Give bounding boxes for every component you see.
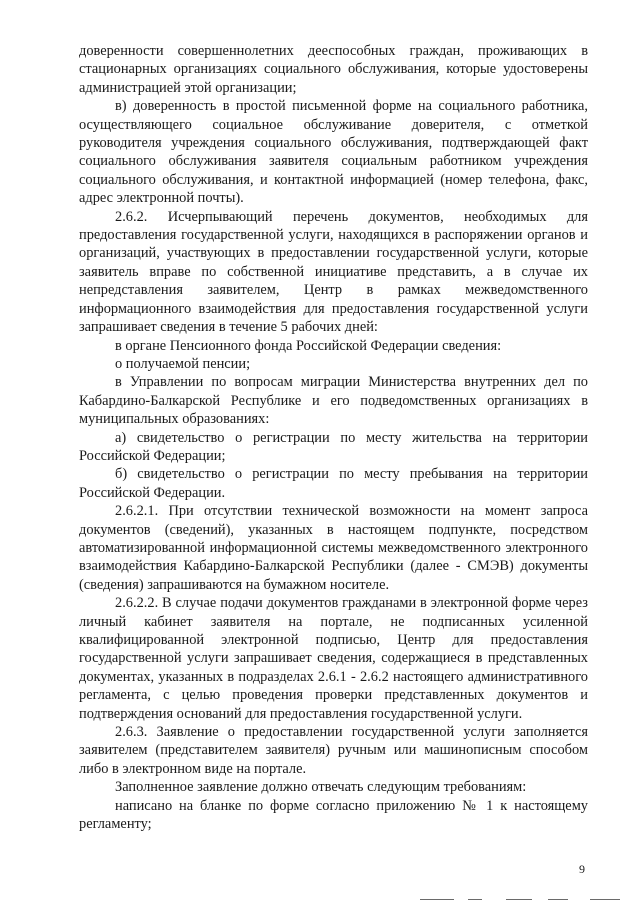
scan-edge-marks xyxy=(420,899,630,902)
document-body xyxy=(79,42,588,833)
paragraph-pension: о получаемой пенсии; xyxy=(115,355,251,372)
paragraph-continuation: доверенности совершеннолетних дееспособных граждан, проживающих в стационарных организациях социального обслуживания, которые удостоверены администрацией этой организации; xyxy=(79,43,588,96)
paragraph-section-2-6-2-2: 2.6.2.2. В случае подачи документов гражданами в электронной форме через личный кабинет заявителя на портале, не подписанных усиленной квалифицированной электронной подписью, Центр для предоставления государственной услуги запрашивает сведения, содержащиеся в представленных документах, указанных в подразделах 2.6.1 - 2.6.2 настоящего административного регламента, с целью проведения проверки представленных документов и подтверждения оснований для предоставления государственной услуги. xyxy=(79,595,588,722)
paragraph-form-requirement: написано на бланке по форме согласно приложению № 1 к настоящему регламенту; xyxy=(79,797,588,833)
paragraph-requirements: Заполненное заявление должно отвечать следующим требованиям: xyxy=(115,779,527,796)
paragraph-stay-registration: б) свидетельство о регистрации по месту пребывания на территории Российской Федерации. xyxy=(79,466,588,501)
paragraph-power-of-attorney-social-worker: в) доверенность в простой письменной форме на социального работника, осуществляющего социальное обслуживание доверителя, с отметкой руководителя учреждения социального обслуживания, подтверждающей факт социального обслуживания заявителя социальным работником учреждения социального обслуживания, и контактной информацией (номер телефона, факс, адрес электронной почты). xyxy=(79,98,588,207)
paragraph-migration-office: в Управлении по вопросам миграции Министерства внутренних дел по Кабардино-Балкарской Республике и его подведомственных организациях в муниципальных образованиях: xyxy=(79,374,588,428)
paragraph-section-2-6-2-1: 2.6.2.1. При отсутствии технической возможности на момент запроса документов (сведений), указанных в настоящем подпункте, посредством автоматизированной информационной системы межведомственного электронного взаимодействия Кабардино-Балкарской Республики (далее - СМЭВ) документы (сведения) запрашиваются на бумажном носителе. xyxy=(79,503,588,593)
paragraph-residence-registration: а) свидетельство о регистрации по месту жительства на территории Российской Федерации; xyxy=(79,429,588,464)
paragraph-section-2-6-2: 2.6.2. Исчерпывающий перечень документов, необходимых для предоставления государственной услуги, находящихся в распоряжении органов и организаций, участвующих в предоставлении государственной услуги, которые заявитель вправе по собственной инициативе представить, а в случае их непредставления заявителем, Центр в рамках межведомственного информационного взаимодействия для предоставления государственной услуги запрашивает сведения в течение 5 рабочих дней: xyxy=(79,208,588,336)
paragraph-pension-fund: в органе Пенсионного фонда Российской Федерации сведения: xyxy=(115,337,502,354)
paragraph-section-2-6-3: 2.6.3. Заявление о предоставлении государственной услуги заполняется заявителем (представителем заявителя) ручным или машинописным способом либо в электронном виде на портале. xyxy=(79,724,588,777)
page-number: 9 xyxy=(579,862,585,876)
